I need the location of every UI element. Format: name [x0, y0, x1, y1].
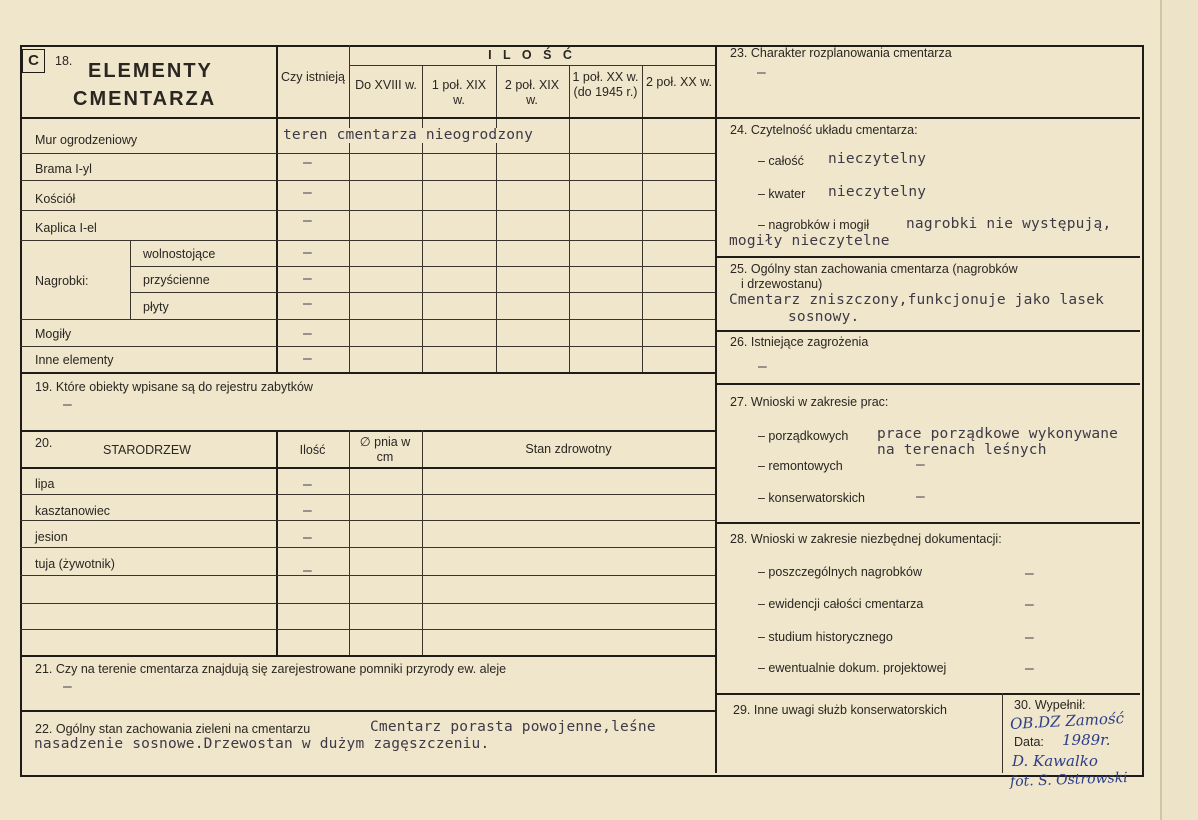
s28-item-value-3: – [1025, 630, 1034, 646]
period-1: Do XVIII w. [355, 78, 417, 92]
col-quantity: I L O Ś Ć [488, 48, 576, 62]
s25-label-2: i drzewostanu) [741, 277, 823, 291]
wall-note: teren cmentarza nieogrodzony [283, 127, 534, 143]
s27-order-label: – porządkowych [758, 429, 849, 443]
s22-label: 22. Ogólny stan zachowania zieleni na cmentarzu [35, 722, 311, 736]
row-value-chapel: – [303, 213, 312, 229]
tree-name-2: kasztanowiec [35, 504, 111, 518]
s20-col-diam: ∅ pnia w cm [359, 435, 411, 464]
row-label-slabs: płyty [143, 300, 169, 314]
s24-graves-label: – nagrobków i mogił [758, 218, 870, 232]
s24-quarters-value: nieczytelny [828, 184, 927, 200]
s27-cons-label: – konserwatorskich [758, 491, 865, 505]
s30-photo-handwritten: fot. S. Ostrowski [1009, 769, 1128, 791]
tree-qty-3: – [303, 530, 312, 546]
s30-date-handwritten: 1989r. [1062, 731, 1111, 749]
row-label-church: Kościół [35, 192, 76, 206]
s18-number: 18. [55, 54, 73, 68]
tree-qty-1: – [303, 477, 312, 493]
s21-label: 21. Czy na terenie cmentarza znajdują się zarejestrowane pomniki przyrody ew. aleje [35, 662, 507, 676]
s24-quarters-label: – kwater [758, 187, 806, 201]
s28-item-value-2: – [1025, 597, 1034, 613]
nagrobki-label: Nagrobki: [35, 274, 89, 288]
s27-label: 27. Wnioski w zakresie prac: [730, 395, 889, 409]
row-value-other: – [303, 351, 312, 367]
tree-name-4: tuja (żywotnik) [35, 557, 115, 571]
s22-value-1: Cmentarz porasta powojenne,leśne [370, 719, 656, 735]
s28-item-label-4: – ewentualnie dokum. projektowej [758, 661, 947, 675]
s18-title-2: CMENTARZA [73, 88, 217, 110]
row-label-other: Inne elementy [35, 353, 114, 367]
s25-value-2: sosnowy. [788, 309, 860, 325]
row-label-graves: Mogiły [35, 327, 72, 341]
row-value-gate: – [303, 155, 312, 171]
s28-item-value-1: – [1025, 566, 1034, 582]
s25-value-1: Cmentarz zniszczony,funkcjonuje jako lasek [729, 292, 1105, 308]
s18-title-1: ELEMENTY [88, 60, 213, 82]
period-5: 2 poł. XX w. [646, 75, 713, 89]
s24-graves-value-1: nagrobki nie występują, [906, 216, 1112, 232]
s28-item-label-2: – ewidencji całości cmentarza [758, 597, 924, 611]
s24-whole-value: nieczytelny [828, 151, 927, 167]
s27-repair-value: – [916, 457, 925, 473]
tree-name-1: lipa [35, 477, 55, 491]
s22-value-2: nasadzenie sosnowe.Drzewostan w dużym zagęszczeniu. [34, 736, 490, 752]
s20-title: STARODRZEW [103, 443, 191, 457]
period-2: 1 poł. XIX w. [431, 78, 487, 107]
s20-number: 20. [35, 436, 53, 450]
s27-cons-value: – [916, 489, 925, 505]
row-value-freestanding: – [303, 245, 312, 261]
s30-name-handwritten: D. Kawalko [1012, 752, 1098, 770]
s19-label: 19. Które obiekty wpisane są do rejestru zabytków [35, 380, 313, 394]
period-4: 1 poł. XX w. (do 1945 r.) [572, 70, 639, 99]
s24-label: 24. Czytelność układu cmentarza: [730, 123, 918, 137]
row-value-graves: – [303, 326, 312, 342]
s28-item-label-3: – studium historycznego [758, 630, 893, 644]
s20-col-health: Stan zdrowotny [525, 442, 612, 456]
s26-label: 26. Istniejące zagrożenia [730, 335, 869, 349]
s27-repair-label: – remontowych [758, 459, 843, 473]
s23-value: – [757, 65, 766, 81]
row-label-chapel: Kaplica I-el [35, 221, 97, 235]
s27-order-value-1: prace porządkowe wykonywane [877, 426, 1119, 442]
s21-value: – [63, 679, 72, 695]
section-letter-box: C [22, 49, 45, 73]
tree-name-3: jesion [35, 530, 68, 544]
tree-qty-2: – [303, 503, 312, 519]
s27-order-value-2: na terenach leśnych [877, 442, 1047, 458]
s28-item-value-4: – [1025, 661, 1034, 677]
s28-label: 28. Wnioski w zakresie niezbędnej dokumentacji: [730, 532, 1002, 546]
tree-qty-4: – [303, 563, 312, 579]
s28-item-label-1: – poszczególnych nagrobków [758, 565, 922, 579]
s30-label: 30. Wypełnił: [1014, 698, 1086, 712]
row-label-wall-mounted: przyścienne [143, 273, 210, 287]
col-exists: Czy istnieją [281, 70, 345, 84]
s30-date-label: Data: [1014, 735, 1044, 749]
row-label-gate: Brama I-yl [35, 162, 92, 176]
row-label-freestanding: wolnostojące [143, 247, 216, 261]
s26-value: – [758, 359, 767, 375]
s23-label: 23. Charakter rozplanowania cmentarza [730, 46, 952, 60]
s20-col-qty: Ilość [299, 443, 326, 457]
row-label-wall: Mur ogrodzeniowy [35, 133, 138, 147]
s24-graves-value-2: mogiły nieczytelne [729, 233, 890, 249]
s19-value: – [63, 397, 72, 413]
row-value-wall-mounted: – [303, 271, 312, 287]
s25-label-1: 25. Ogólny stan zachowania cmentarza (nagrobków [730, 262, 1018, 276]
s24-whole-label: – całość [758, 154, 804, 168]
s29-label: 29. Inne uwagi służb konserwatorskich [733, 703, 948, 717]
period-3: 2 poł. XIX w. [504, 78, 560, 107]
s30-filler-handwritten: OB.DZ Zamość [1009, 709, 1125, 733]
row-value-church: – [303, 185, 312, 201]
row-value-slabs: – [303, 296, 312, 312]
